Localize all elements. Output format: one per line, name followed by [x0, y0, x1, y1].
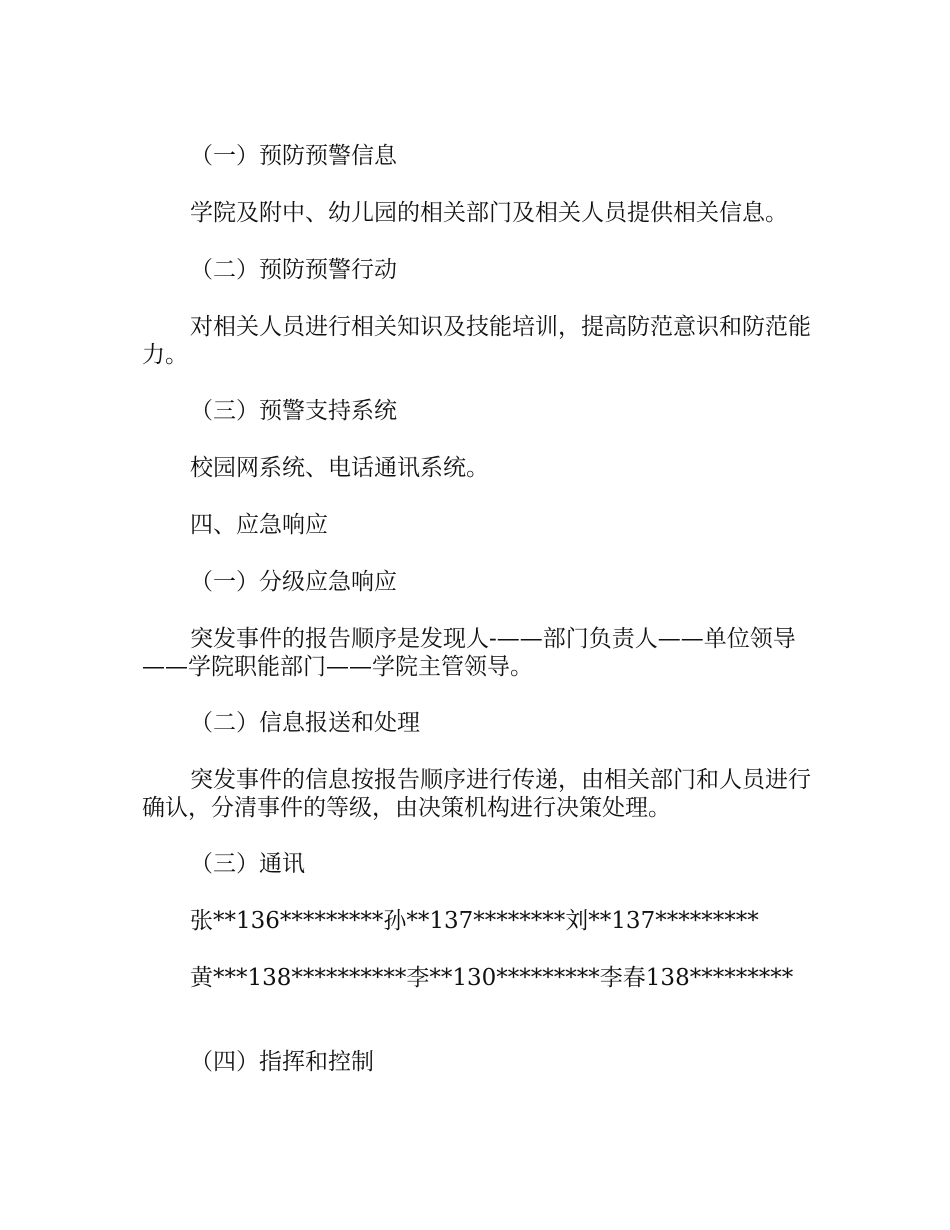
heading-emergency-response: 四、应急响应 — [190, 512, 328, 538]
heading-info-handling: （二）信息报送和处理 — [190, 710, 420, 736]
paragraph-info-transfer: 突发事件的信息按报告顺序进行传递，由相关部门和人员进行确认，分清事件的等级，由决策机构进行决策处理。 — [142, 767, 811, 821]
paragraph-report-order: 突发事件的报告顺序是发现人-——部门负责人——单位领导——学院职能部门——学院主管领导。 — [142, 626, 796, 680]
paragraph-contacts-1: 张**136*********孙**137********刘**137********* — [190, 908, 759, 934]
heading-graded-response: （一）分级应急响应 — [190, 569, 397, 595]
heading-support-system: （三）预警支持系统 — [190, 398, 397, 424]
paragraph-training: 对相关人员进行相关知识及技能培训，提高防范意识和防范能力。 — [142, 314, 811, 368]
paragraph-contacts-2: 黄***138**********李**130*********李春138********* — [190, 965, 794, 991]
heading-prevention-action: （二）预防预警行动 — [190, 257, 397, 283]
heading-prevention-info: （一）预防预警信息 — [190, 143, 397, 169]
paragraph-info-sources: 学院及附中、幼儿园的相关部门及相关人员提供相关信息。 — [190, 200, 788, 226]
paragraph-systems: 校园网系统、电话通讯系统。 — [190, 455, 489, 481]
heading-command-control: （四）指挥和控制 — [190, 1049, 374, 1075]
heading-communication: （三）通讯 — [190, 851, 305, 877]
